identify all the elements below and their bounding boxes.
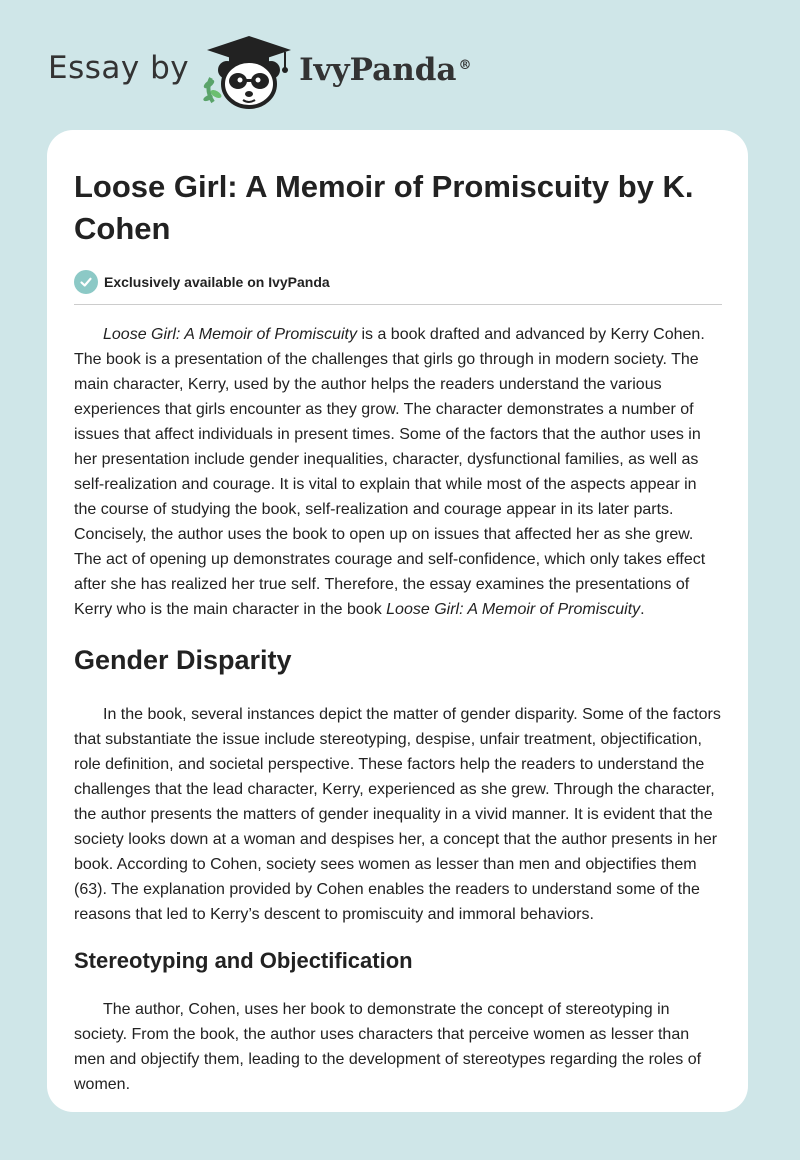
intro-end: . [640,601,645,618]
section-paragraph-stereotyping: The author, Cohen, uses her book to demonstrate the concept of stereotyping in society. From the book, the author uses characters that perceive women as lesser than men and objectify them, leading to the development of stereotypes regarding the roles of women. [74,1001,702,1093]
exclusive-notice [74,269,722,295]
site-header [48,34,472,110]
essay-title: Loose Girl: A Memoir of Promiscuity by K. Cohen [74,169,694,246]
brand-prefix: Essay by [48,50,190,86]
intro-italic-lead: Loose Girl: A Memoir of Promiscuity [103,326,357,343]
section-heading-gender-disparity: Gender Disparity [74,645,292,675]
essay-card [47,130,748,1112]
panda-graduate-logo-icon[interactable] [203,34,295,110]
intro-paragraph [74,322,722,622]
intro-italic-tail: Loose Girl: A Memoir of Promiscuity [386,601,641,618]
essay-content [74,130,722,1097]
section-heading-stereotyping: Stereotyping and Objectification [74,948,413,973]
exclusive-label: Exclusively available on IvyPanda [104,274,330,290]
registered-mark: ® [458,57,472,73]
brand-name[interactable] [299,52,471,88]
divider [74,304,722,305]
intro-body: is a book drafted and advanced by Kerry Cohen. The book is a presentation of the challenges that girls go through in modern society. The main character, Kerry, used by the author helps the readers understand the various experiences that girls encounter as they grow. The character demonstrates a number of issues that affect individuals in present times. Some of the factors that the author uses in her presentation include gender inequalities, character, dysfunctional families, as well as self-realization and courage. It is vital to explain that while most of the aspects appear in the course of studying the book, self-realization and courage appear in its later parts. Concisely, the author uses the book to open up on issues that affected her as she grew. The act of opening up demonstrates courage and self-confidence, which only takes effect after she has realized her true self. Therefore, the essay examines the presentations of Kerry who is the main character in the book [74,326,706,618]
check-icon [74,270,98,294]
section-paragraph-gender-disparity: In the book, several instances depict the matter of gender disparity. Some of the factors that substantiate the issue include stereotyping, despise, unfair treatment, objectification, role definition, and societal perspective. These factors help the readers to understand the challenges that the lead character, Kerry, experienced as she grew. Through the character, the author presents the matters of gender inequality in a vivid manner. It is evident that the society looks down at a woman and despises her, a concept that the author presents in her book. According to Cohen, society sees women as lesser than men and objectifies them (63). The explanation provided by Cohen enables the readers to understand some of the reasons that led to Kerry’s descent to promiscuity and immoral behaviors. [74,706,721,923]
brand-name-text: IvyPanda [299,52,457,88]
